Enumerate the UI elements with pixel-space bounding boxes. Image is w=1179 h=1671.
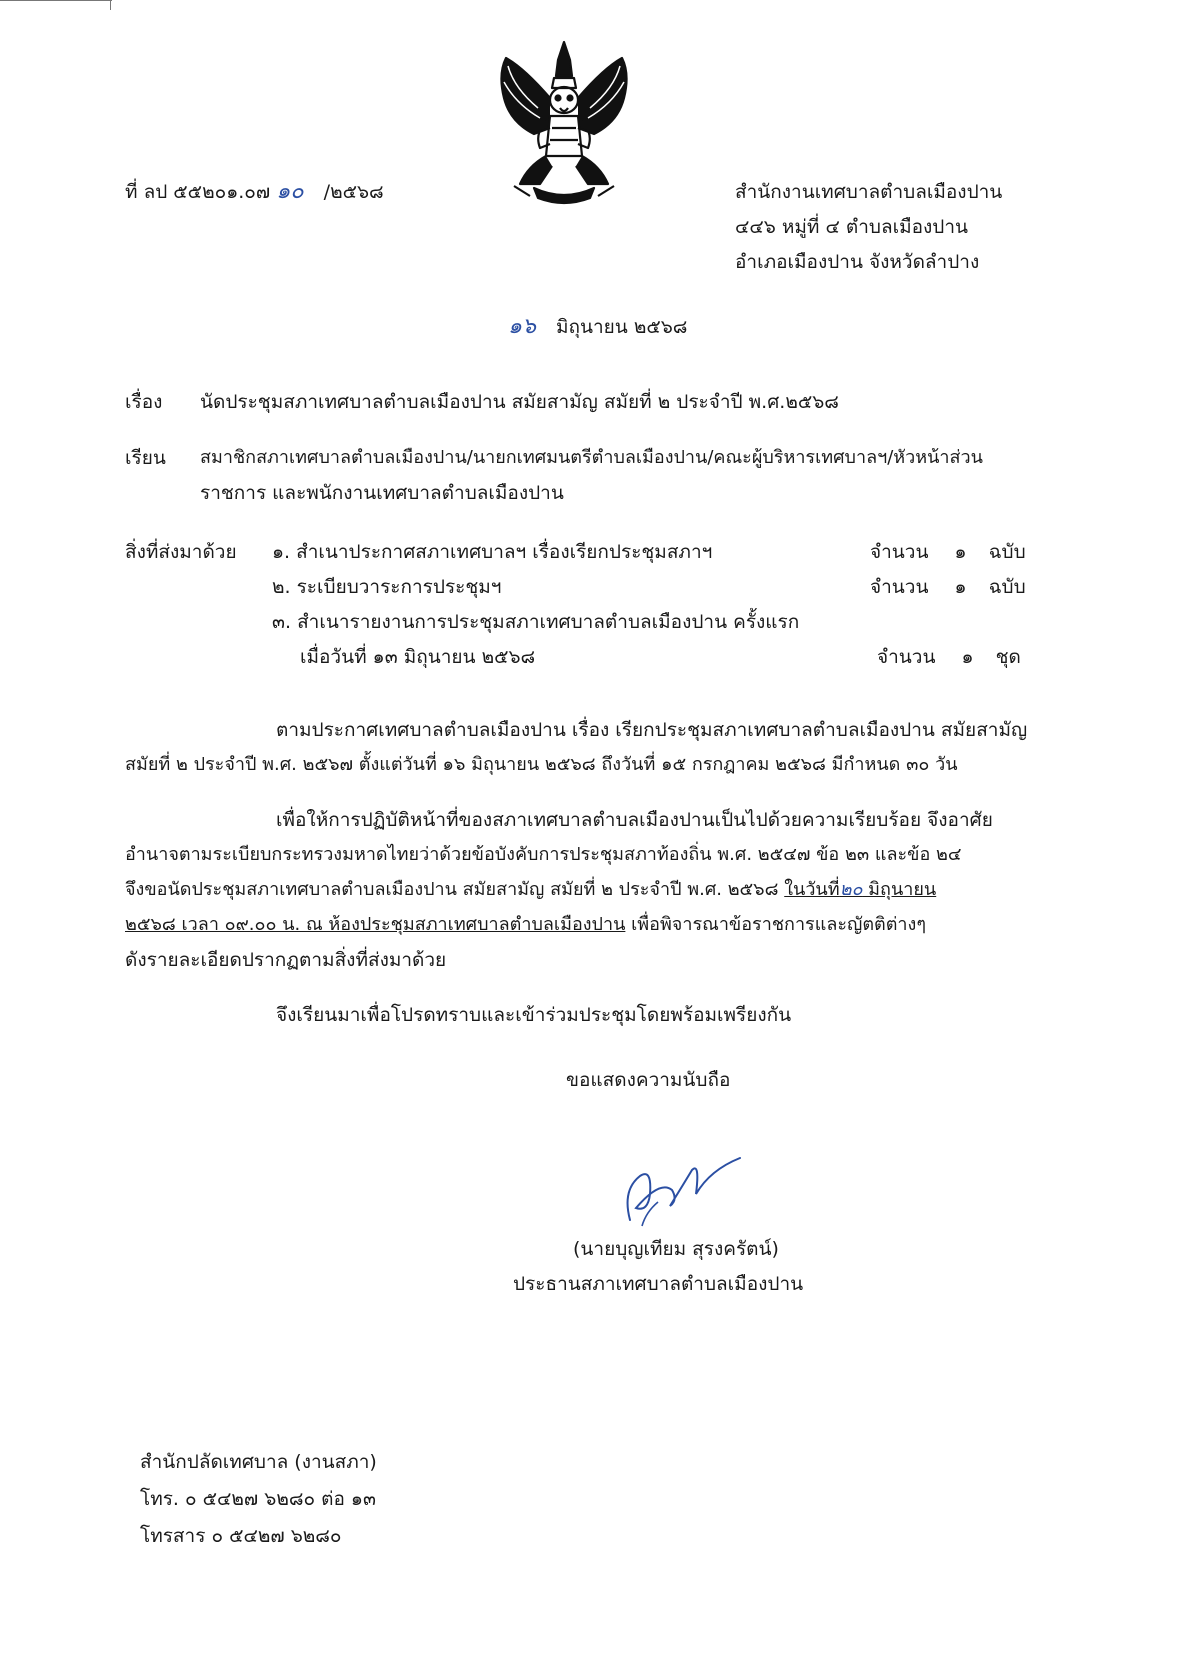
subject-label: เรื่อง: [125, 391, 163, 413]
date-month-year: มิถุนายน ๒๕๖๘: [555, 316, 688, 338]
recipient-line-2: ราชการ และพนักงานเทศบาลตำบลเมืองปาน: [200, 482, 564, 504]
meeting-purpose-text: เพื่อพิจารณาข้อราชการและญัตติต่างๆ: [625, 914, 926, 935]
enclosure-unit: ฉบับ: [988, 541, 1026, 563]
scan-edge-mark: [0, 0, 112, 2]
enclosure-qty: ๑: [954, 541, 967, 563]
enclosure-qty-label: จำนวน: [870, 576, 929, 598]
enclosure-item-3: ๓. สำเนารายงานการประชุมสภาเทศบาลตำบลเมืองปาน ครั้งแรก: [272, 611, 800, 633]
reference-suffix: /๒๕๖๘: [323, 181, 384, 203]
signer-name: (นายบุญเทียม สุรงครัตน์): [573, 1238, 779, 1260]
enclosure-unit: ชุด: [995, 646, 1021, 668]
enclosure-unit: ฉบับ: [988, 576, 1026, 598]
garuda-emblem-icon: [494, 38, 634, 206]
enclosure-item-1: ๑. สำเนาประกาศสภาเทศบาลฯ เรื่องเรียกประชุมสภาฯ: [272, 541, 713, 563]
date-day-handwritten: ๑๖: [508, 314, 536, 339]
enclosure-item-2-quantity: [870, 575, 1026, 599]
meeting-month: มิถุนายน: [862, 879, 937, 900]
body-paragraph-2-line-4: [125, 913, 926, 937]
enclosure-qty-label: จำนวน: [877, 646, 936, 668]
subject-text: นัดประชุมสภาเทศบาลตำบลเมืองปาน สมัยสามัญ สมัยที่ ๒ ประจำปี พ.ศ.๒๕๖๘: [200, 391, 839, 413]
recipient-line-1: สมาชิกสภาเทศบาลตำบลเมืองปาน/นายกเทศมนตรีตำบลเมืองปาน/คณะผู้บริหารเทศบาลฯ/หัวหน้าส่วน: [200, 447, 983, 468]
signer-position: ประธานสภาเทศบาลตำบลเมืองปาน: [513, 1273, 804, 1295]
recipient-label: เรียน: [125, 447, 166, 469]
body-paragraph-1-line-1: ตามประกาศเทศบาลตำบลเมืองปาน เรื่อง เรียกประชุมสภาเทศบาลตำบลเมืองปาน สมัยสามัญ: [276, 719, 1028, 741]
office-address-line-1: สำนักงานเทศบาลตำบลเมืองปาน: [735, 181, 1003, 203]
office-address-line-2: ๔๔๖ หมู่ที่ ๔ ตำบลเมืองปาน: [735, 216, 969, 238]
closing-phrase: ขอแสดงความนับถือ: [566, 1069, 731, 1091]
reference-number: [125, 180, 384, 204]
enclosure-item-2: ๒. ระเบียบวาระการประชุมฯ: [272, 576, 502, 598]
enclosure-qty: ๑: [954, 576, 967, 598]
footer-phone: โทร. ๐ ๕๔๒๗ ๖๒๘๐ ต่อ ๑๓: [140, 1488, 376, 1510]
body-paragraph-2-line-5: ดังรายละเอียดปรากฏตามสิ่งที่ส่งมาด้วย: [125, 949, 447, 971]
footer-department: สำนักปลัดเทศบาล (งานสภา): [140, 1451, 377, 1473]
enclosure-item-3-continued: เมื่อวันที่ ๑๓ มิถุนายน ๒๕๖๘: [300, 646, 536, 668]
reference-prefix: ที่ ลป ๕๕๒๐๑.๐๗: [125, 181, 271, 203]
enclosure-item-1-quantity: [870, 540, 1026, 564]
meeting-date-underlined: [784, 879, 936, 900]
footer-fax: โทรสาร ๐ ๕๔๒๗ ๖๒๘๐: [140, 1525, 342, 1547]
enclosure-qty-label: จำนวน: [870, 541, 929, 563]
office-address-line-3: อำเภอเมืองปาน จังหวัดลำปาง: [735, 251, 980, 273]
signature-icon: [600, 1150, 750, 1230]
enclosures-label: สิ่งที่ส่งมาด้วย: [125, 541, 237, 563]
body-paragraph-2-line-2: อำนาจตามระเบียบกระทรวงมหาดไทยว่าด้วยข้อบังคับการประชุมสภาท้องถิ่น พ.ศ. ๒๕๔๗ ข้อ ๒๓ และข้อ ๒๔: [125, 844, 962, 865]
scan-edge-mark-vertical: [110, 0, 111, 10]
meeting-time-location-underlined: ๒๕๖๘ เวลา ๐๙.๐๐ น. ณ ห้องประชุมสภาเทศบาลตำบลเมืองปาน: [125, 914, 626, 935]
body-paragraph-2-line-1: เพื่อให้การปฏิบัติหน้าที่ของสภาเทศบาลตำบลเมืองปานเป็นไปด้วยความเรียบร้อย จึงอาศัย: [276, 809, 993, 831]
letter-date: [508, 315, 687, 339]
enclosure-item-3-quantity: [877, 645, 1021, 669]
body-paragraph-3: จึงเรียนมาเพื่อโปรดทราบและเข้าร่วมประชุมโดยพร้อมเพรียงกัน: [276, 1004, 792, 1026]
enclosure-qty: ๑: [961, 646, 974, 668]
body-paragraph-1-line-2: สมัยที่ ๒ ประจำปี พ.ศ. ๒๕๖๗ ตั้งแต่วันที่ ๑๖ มิถุนายน ๒๕๖๘ ถึงวันที่ ๑๕ กรกฎาคม ๒๕๖๘ มีกำหนด ๓๐ วัน: [125, 754, 958, 775]
meeting-day-handwritten: ๒๐: [839, 879, 863, 900]
meeting-intro-text: จึงขอนัดประชุมสภาเทศบาลตำบลเมืองปาน สมัยสามัญ สมัยที่ ๒ ประจำปี พ.ศ. ๒๕๖๘: [125, 879, 785, 900]
meeting-date-prefix: ในวันที่: [784, 879, 840, 900]
body-paragraph-2-line-3: [125, 878, 936, 902]
reference-handwritten-number: ๑๐: [276, 179, 304, 204]
